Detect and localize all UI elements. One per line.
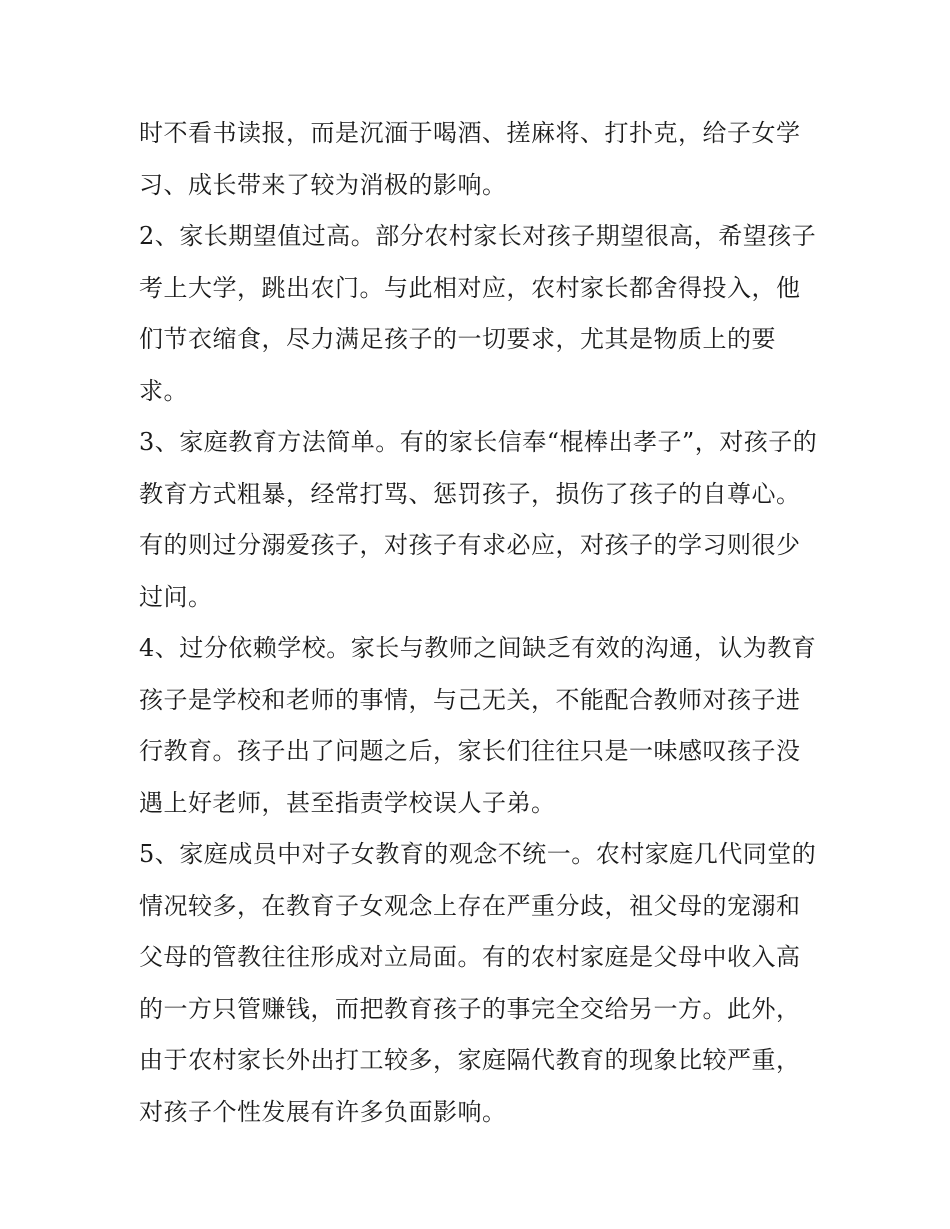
paragraph-item-4: 4、过分依赖学校。家长与教师之间缺乏有效的沟通，认为教育孩子是学校和老师的事情，与己无关，不能配合教师对孩子进行教育。孩子出了问题之后，家长们往往只是一味感叹孩子没遇上好老师，甚至指责学校误人子弟。 <box>139 634 817 817</box>
paragraph-item-3: 3、家庭教育方法简单。有的家长信奉“棍棒出孝子”，对孩子的教育方式粗暴，经常打骂、惩罚孩子，损伤了孩子的自尊心。有的则过分溺爱孩子，对孩子有求必应，对孩子的学习则很少过问。 <box>139 428 818 611</box>
document-body <box>139 108 819 1138</box>
paragraph-continued: 时不看书读报，而是沉湎于喝酒、搓麻将、打扑克，给子女学习、成长带来了较为消极的影响。 <box>139 119 801 199</box>
paragraph-item-5: 5、家庭成员中对子女教育的观念不统一。农村家庭几代同堂的情况较多，在教育子女观念上存在严重分歧，祖父母的宠溺和父母的管教往往形成对立局面。有的农村家庭是父母中收入高的一方只管赚钱，而把教育孩子的事完全交给另一方。此外，由于农村家长外出打工较多，家庭隔代教育的现象比较严重，对孩子个性发展有许多负面影响。 <box>139 840 817 1126</box>
paragraph-item-2: 2、家长期望值过高。部分农村家长对孩子期望很高，希望孩子考上大学，跳出农门。与此相对应，农村家长都舍得投入，他们节衣缩食，尽力满足孩子的一切要求，尤其是物质上的要求。 <box>139 222 817 405</box>
